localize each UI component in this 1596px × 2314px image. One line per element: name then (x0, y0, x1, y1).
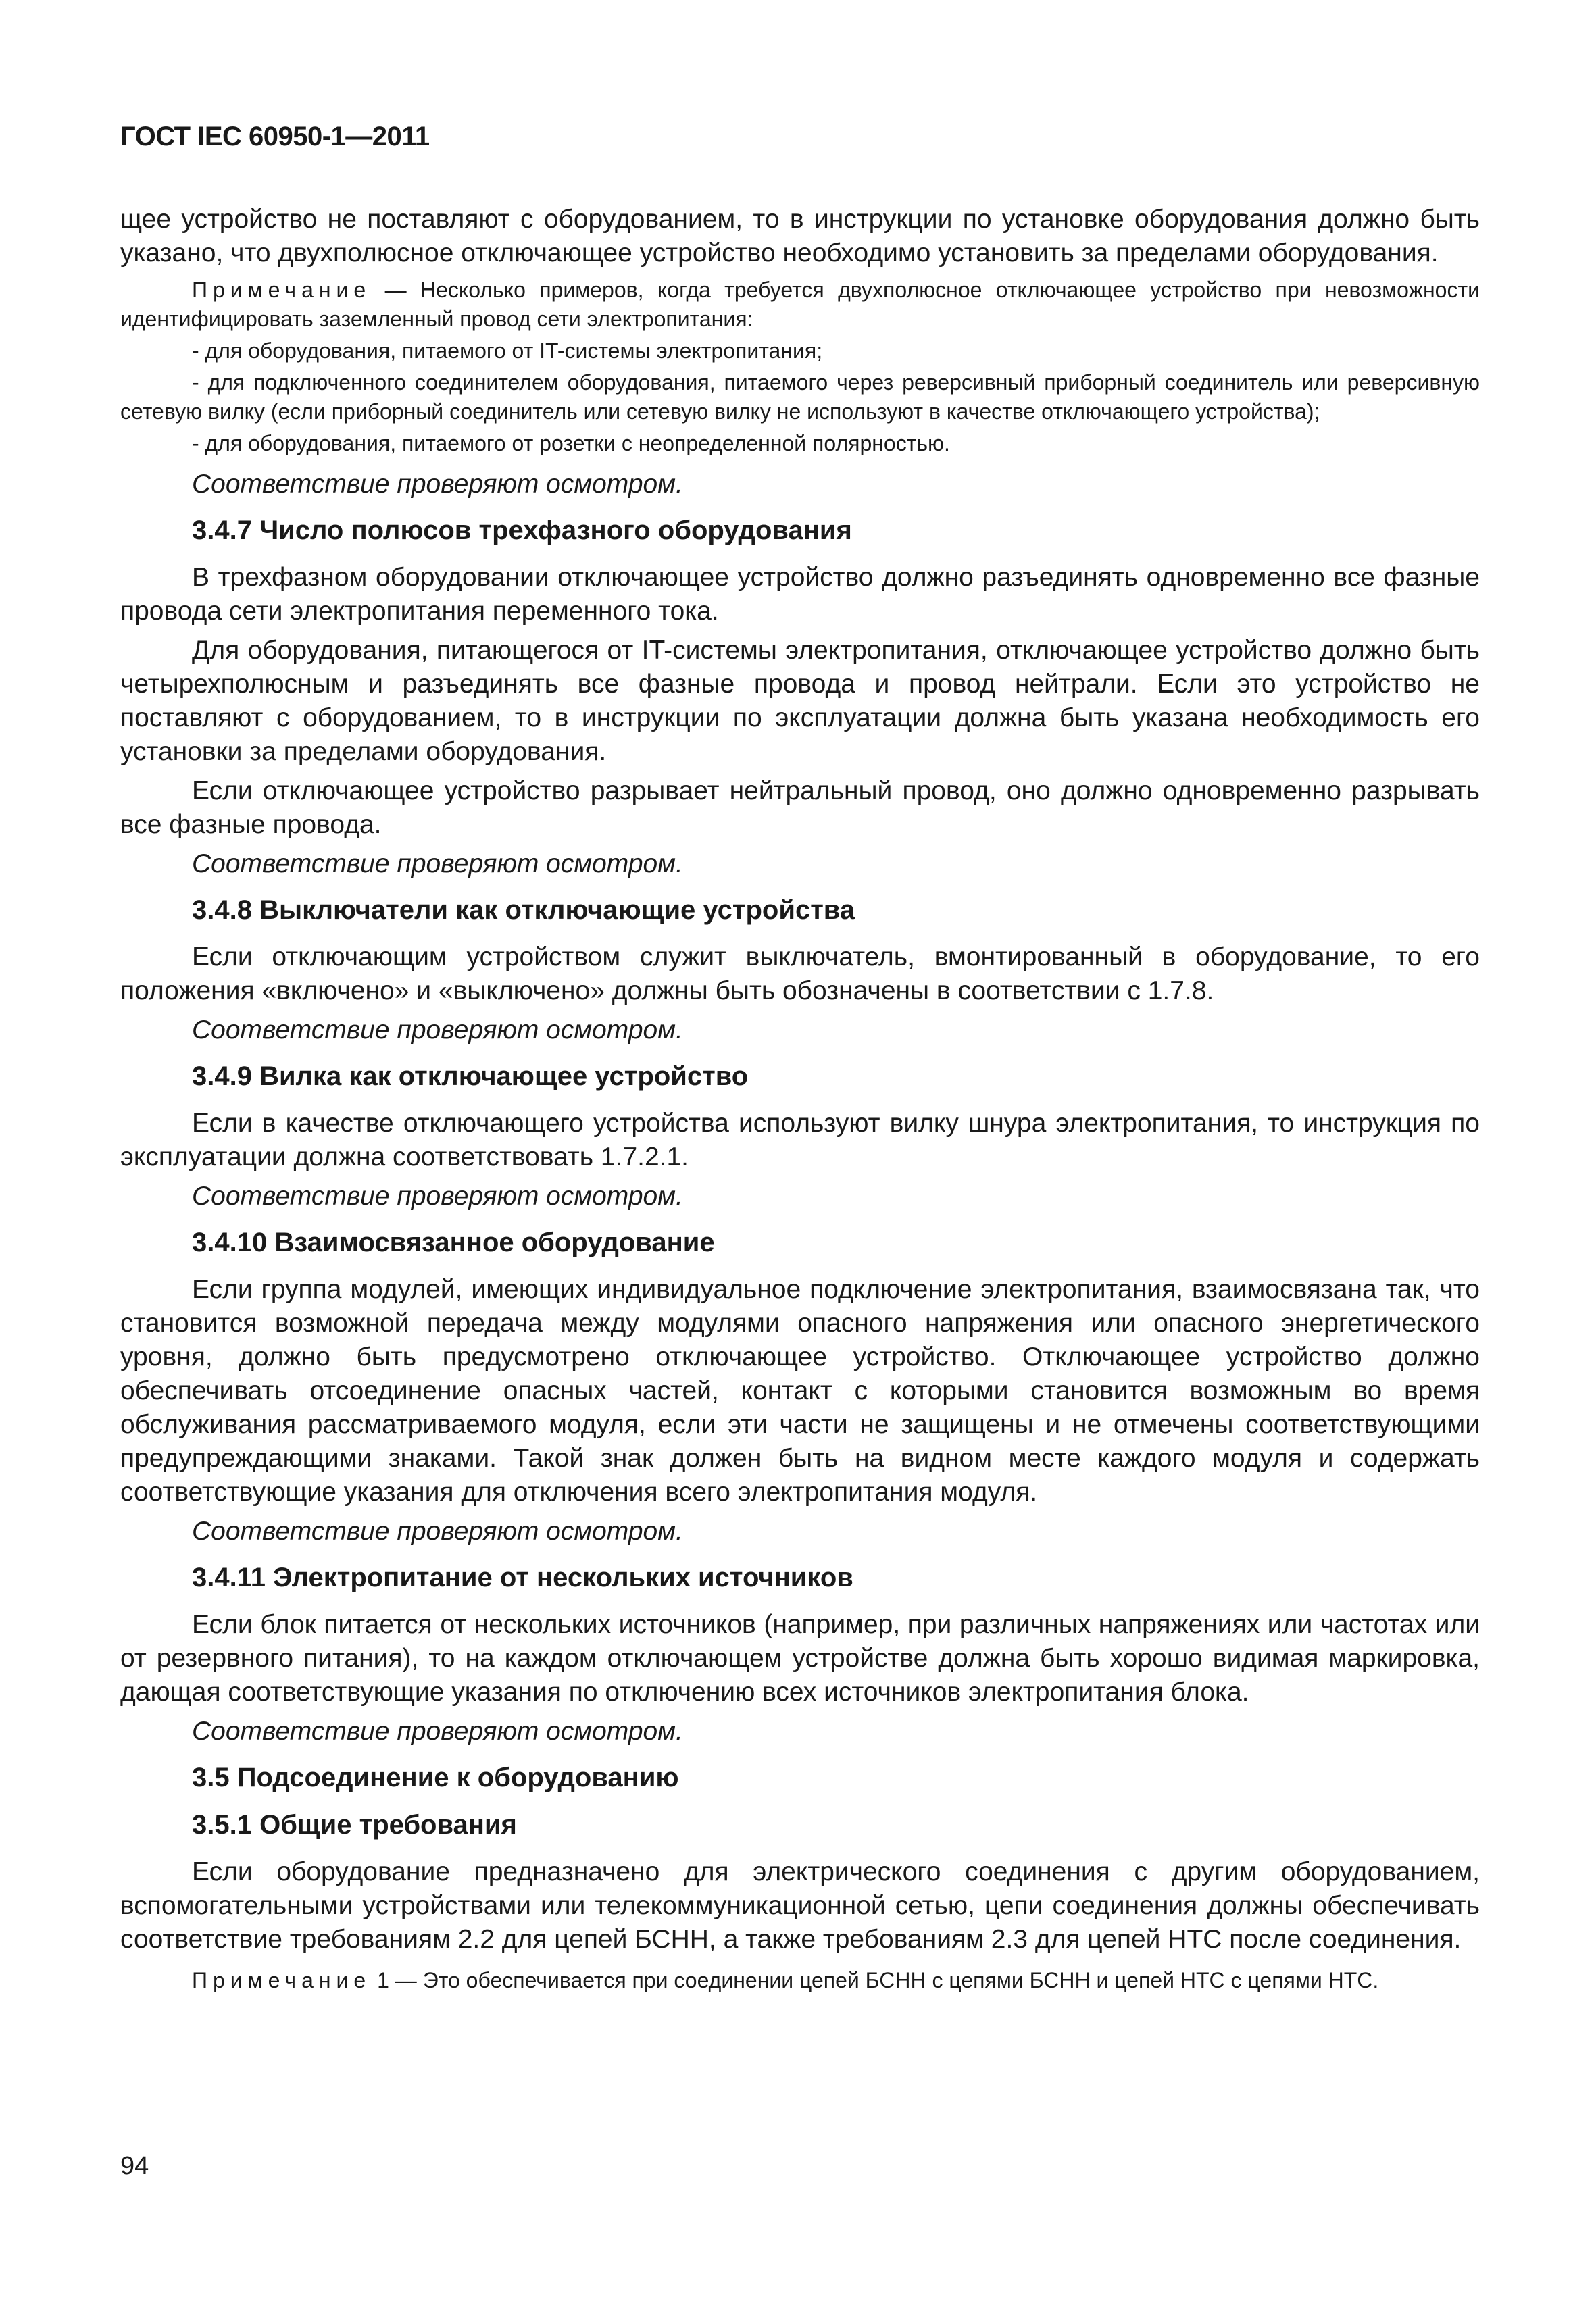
heading-3-5: 3.5 Подсоединение к оборудованию (192, 1763, 679, 1792)
note-bullet: - для оборудования, питаемого от розетки с неопределенной полярностью. (192, 431, 950, 455)
note-2 (120, 1966, 1480, 1995)
paragraph-continuation: щее устройство не поставляют с оборудованием, то в инструкции по установке оборудования должно быть указано, что двухполюсное отключающее устройство необходимо установить за пределами оборудования. (120, 205, 1480, 268)
heading-3-4-10: 3.4.10 Взаимосвязанное оборудование (192, 1228, 715, 1257)
note-label: Примечание (192, 278, 372, 302)
paragraph: В трехфазном оборудовании отключающее устройство должно разъединять одновременно все фазные провода сети электропитания переменного тока. (120, 563, 1480, 626)
note-bullet: - для оборудования, питаемого от IT-системы электропитания; (192, 338, 823, 363)
heading-3-4-8: 3.4.8 Выключатели как отключающие устройства (192, 895, 855, 925)
note-bullet: - для подключенного соединителем оборудования, питаемого через реверсивный приборный соединитель или реверсивную сетевую вилку (если приборный соединитель или сетевую вилку не используют в качестве отключающего устройства); (120, 370, 1480, 424)
paragraph: Если отключающим устройством служит выключатель, вмонтированный в оборудование, то его положения «включено» и «выключено» должны быть обозначены в соответствии с 1.7.8. (120, 942, 1480, 1005)
document-header-id: ГОСТ IEC 60950-1—2011 (120, 122, 430, 151)
compliance-check: Соответствие проверяют осмотром. (192, 1517, 683, 1546)
compliance-check: Соответствие проверяют осмотром. (192, 1015, 683, 1045)
heading-3-5-1: 3.5.1 Общие требования (192, 1810, 517, 1840)
note-text: 1 — Это обеспечивается при соединении цепей БСНН с цепями БСНН и цепей НТС с цепями НТС. (371, 1968, 1379, 1992)
paragraph: Если оборудование предназначено для электрического соединения с другим оборудованием, вспомогательными устройствами или телекоммуникационной сетью, цепи соединения должны обеспечивать соответствие требованиям 2.2 для цепей БСНН, а также требованиям 2.3 для цепей НТС после соединения. (120, 1857, 1480, 1954)
paragraph: Если отключающее устройство разрывает нейтральный провод, оно должно одновременно разрывать все фазные провода. (120, 776, 1480, 839)
note-1 (120, 276, 1480, 334)
heading-3-4-11: 3.4.11 Электропитание от нескольких источников (192, 1563, 853, 1592)
compliance-check: Соответствие проверяют осмотром. (192, 1717, 683, 1746)
note-text: — Несколько примеров, когда требуется двухполюсное отключающее устройство при невозможности идентифицировать заземленный провод сети электропитания: (120, 278, 1480, 331)
note-label: Примечание (192, 1968, 372, 1992)
paragraph: Если группа модулей, имеющих индивидуальное подключение электропитания, взаимосвязана так, что становится возможной передача между модулями опасного напряжения или опасного энергетического уровня, должно быть предусмотрено отключающее устройство. Отключающее устройство должно обеспечивать отсоединение опасных частей, контакт с которыми становится возможным во время обслуживания рассматриваемого модуля, если эти части не защищены и не отмечены соответствующими предупреждающими знаками. Такой знак должен быть на видном месте каждого модуля и содержать соответствующие указания для отключения всего электропитания модуля. (120, 1275, 1480, 1507)
heading-3-4-9: 3.4.9 Вилка как отключающее устройство (192, 1061, 749, 1091)
compliance-check: Соответствие проверяют осмотром. (192, 849, 683, 878)
page-number: 94 (120, 2152, 149, 2180)
compliance-check: Соответствие проверяют осмотром. (192, 470, 683, 499)
paragraph: Если в качестве отключающего устройства используют вилку шнура электропитания, то инструкция по эксплуатации должна соответствовать 1.7.2.1. (120, 1109, 1480, 1172)
heading-3-4-7: 3.4.7 Число полюсов трехфазного оборудования (192, 515, 852, 545)
compliance-check: Соответствие проверяют осмотром. (192, 1182, 683, 1211)
paragraph: Если блок питается от нескольких источников (например, при различных напряжениях или частотах или от резервного питания), то на каждом отключающем устройстве должна быть хорошо видимая маркировка, дающая соответствующие указания по отключению всех источников электропитания блока. (120, 1610, 1480, 1707)
paragraph: Для оборудования, питающегося от IT-системы электропитания, отключающее устройство должно быть четырехполюсным и разъединять все фазные провода и провод нейтрали. Если это устройство не поставляют с оборудованием, то в инструкции по эксплуатации должна быть указана необходимость его установки за пределами оборудования. (120, 636, 1480, 766)
document-body (120, 203, 1480, 1998)
